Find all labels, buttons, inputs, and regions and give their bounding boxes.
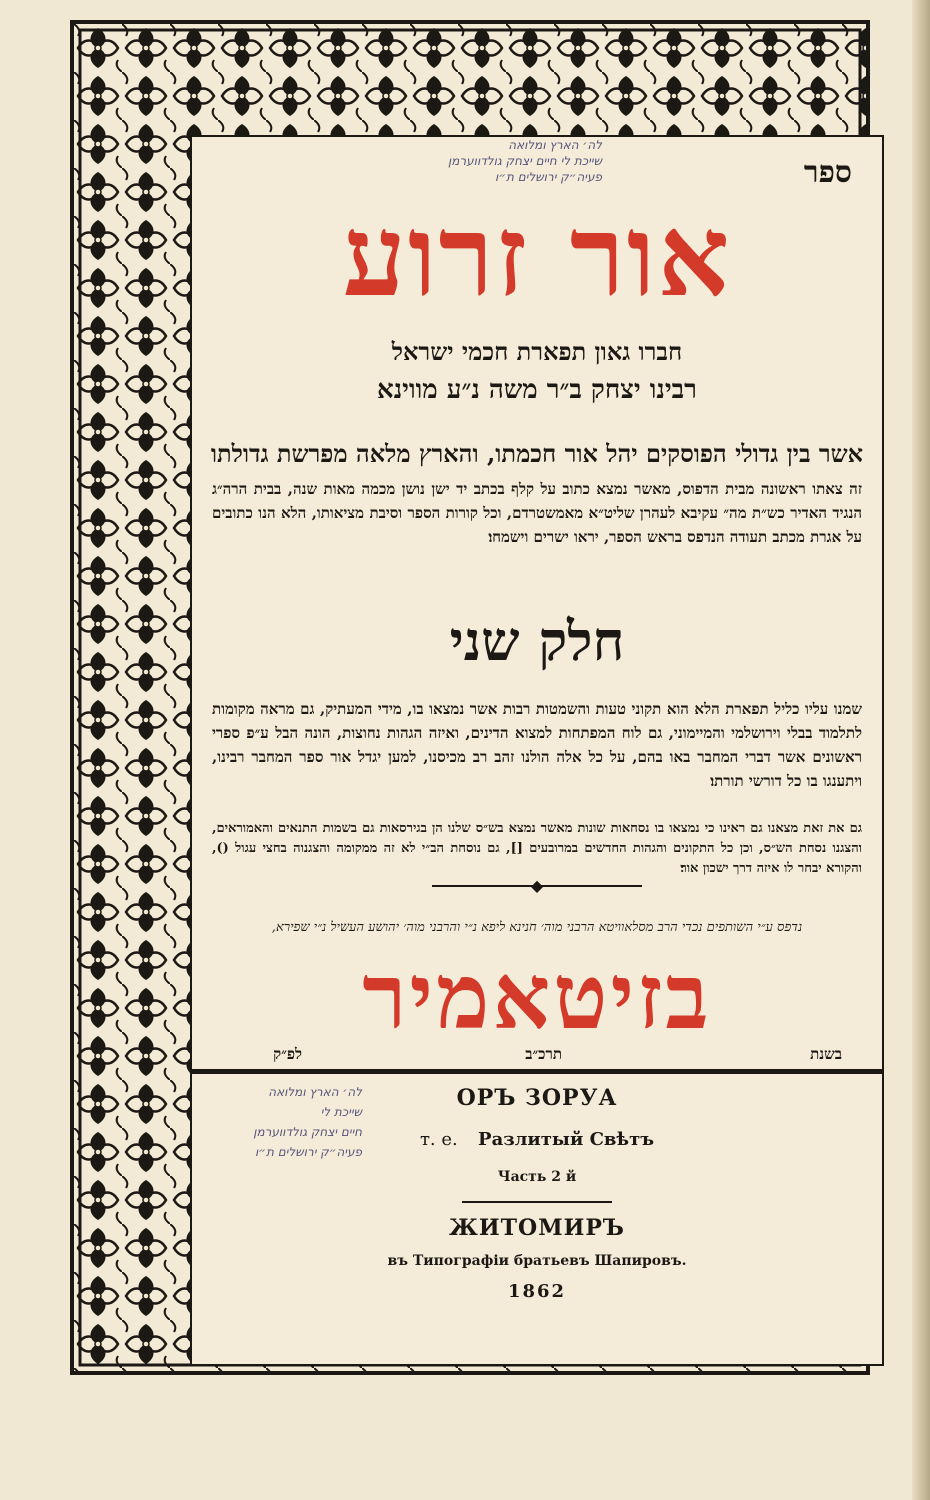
variants-paragraph: גם את זאת מצאנו גם ראינו כי נמצאו בו נסחאות שונות מאשר נמצא בש״ס שלנו הן בגירסאות גם בשמות התנאים והאמוראים, והצגנו נסחת הש״ס, וכן כל התקונים והגהות החדשים במרובעים [], גם נוסחת הב״י לא זה ממקומה והצגנוה בחצי עגול (), והקורא יבחר לו איזה דרך ישכון אור׃ bbox=[212, 821, 862, 876]
title-page-panel bbox=[190, 135, 884, 1366]
paper-edge bbox=[912, 0, 930, 1500]
inscription-line: חיים יצחק גולדווערמן bbox=[253, 1125, 362, 1139]
ownership-inscription bbox=[342, 137, 602, 185]
inscription-line: לה׳ הארץ ומלואה bbox=[268, 1085, 362, 1099]
russian-title: ОРЪ ЗОРУА bbox=[456, 1085, 618, 1111]
russian-subtitle-text: Разлитый Свѣтъ bbox=[478, 1129, 655, 1150]
inscription-line: לה׳ הארץ ומלואה bbox=[508, 138, 602, 152]
description-heading: אשר בין גדולי הפוסקים יהל אור חכמתו, והארץ מלאה מפרשת גדולתו bbox=[210, 439, 864, 468]
russian-press: въ Типографіи братьевъ Шапировъ. bbox=[387, 1253, 687, 1269]
russian-city: ЖИТОМИРЪ bbox=[449, 1215, 625, 1241]
city-title: בזיטאמיר bbox=[362, 944, 712, 1050]
main-title: אור זרוע bbox=[342, 191, 732, 322]
ownership-inscription bbox=[152, 1082, 362, 1162]
year-label: בשנת bbox=[810, 1045, 842, 1063]
year-value: תרכ״ב bbox=[525, 1045, 562, 1063]
sefer-word: ספר bbox=[803, 155, 852, 190]
russian-year: 1862 bbox=[507, 1281, 567, 1302]
description-paragraph: זה צאתו ראשונה מבית הדפוס, מאשר נמצא כתוב על קלף בכתב יד ישן נושן מכמה מאות שנה, בבית הרה״ג הנגיד האדיר כש״ת מה״ עקיבא לעהרן שליט״א מאמשטרדם, וכל קורות הספר וסיבת מציאותו, הלא הנו כתובים על אגרת מכתב תעודה הנדפס בראש הספר, יראו ישרים וישמחו׃ bbox=[212, 480, 862, 546]
year-abbreviation: לפ״ק bbox=[273, 1045, 302, 1063]
part-title: חלק שני bbox=[449, 609, 625, 673]
printer-line: נדפס ע״י השותפים נכדי הרב מסלאוויטא הרבני מוה׳ חנינא ליפא נ״י והרבני מוה׳ יהושע העשיל נ״י שפירא, bbox=[271, 920, 803, 935]
additions-paragraph: שמנו עליו כליל תפארת הלא הוא תקוני טעות והשמטות רבות אשר נמצאו בו, מידי המעתיק, גם מראה מקומות לתלמוד בבלי וירושלמי והמיימוני, גם לוח המפתחות למצוא הדינים, ואיזה הגהות נחוצות, הונה הבל ע״פ ספרי ראשונים אשר דברי המחבר באו בהם, על כל אלה הולנו זהב רב מכיסנו, למען יגדל אור ספר המחבר רבינו, ויתענגו בו כל דורשי תורתו׃ bbox=[212, 700, 862, 790]
year-row bbox=[232, 1045, 842, 1069]
inscription-line: שייכת לי bbox=[320, 1105, 362, 1119]
author-name: רבינו יצחק ב״ר משה נ״ע מווינא bbox=[377, 375, 697, 405]
russian-te: т. е. bbox=[419, 1129, 458, 1150]
inscription-line: שייכת לי חיים יצחק גולדווערמן bbox=[447, 154, 602, 168]
divider-ornament-icon: ◆ bbox=[530, 876, 544, 895]
section-divider bbox=[192, 1069, 882, 1074]
inscription-line: פעיה״ק ירושלים ת״ו bbox=[495, 170, 602, 184]
russian-part: Часть 2 й bbox=[497, 1169, 577, 1185]
inscription-line: פעיה״ק ירושלים ת״ו bbox=[255, 1145, 362, 1159]
divider-rule bbox=[462, 1201, 612, 1203]
author-line: חברו גאון תפארת חכמי ישראל bbox=[391, 337, 683, 366]
